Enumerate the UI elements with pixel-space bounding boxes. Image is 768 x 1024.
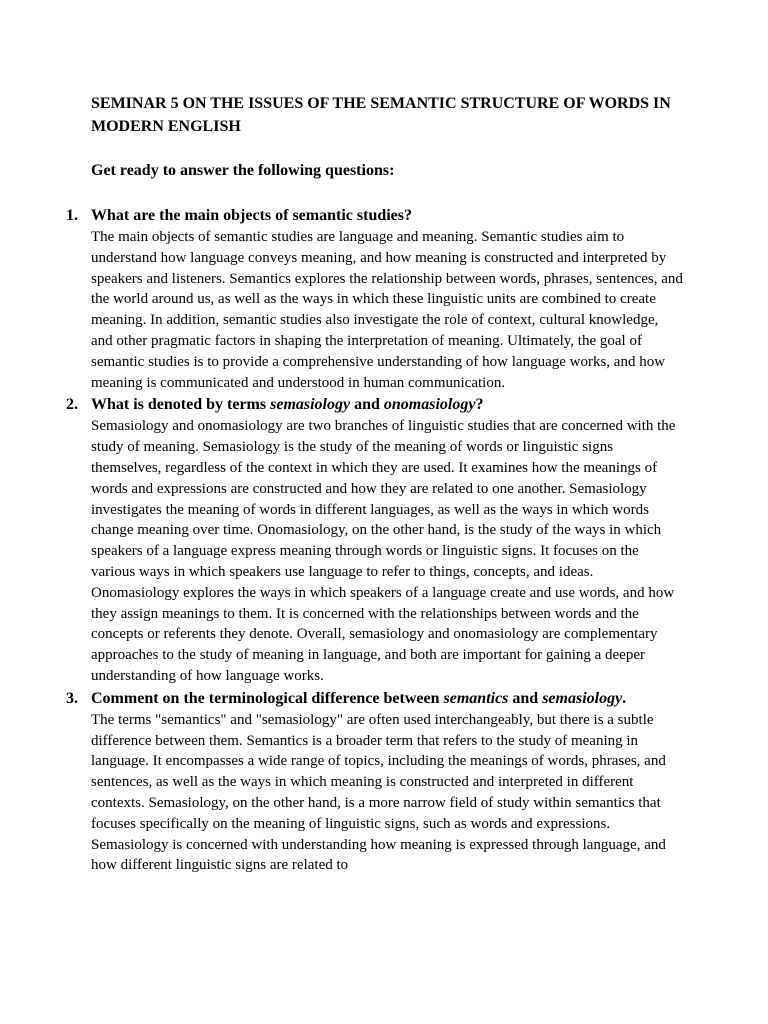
instructions-heading: Get ready to answer the following questions: <box>91 162 395 179</box>
term-semantics: semantics <box>443 689 509 707</box>
question-conjunction: and <box>508 689 543 707</box>
question-item-1 <box>66 204 683 393</box>
question-item-2 <box>66 393 683 686</box>
question-conjunction: and <box>350 396 384 414</box>
question-text <box>91 204 683 227</box>
question-label: What are the main objects of semantic studies? <box>91 207 413 224</box>
question-prefix: What is denoted by terms <box>91 396 271 414</box>
answer-text: The main objects of semantic studies are language and meaning. Semantic studies aim to understand how language conveys meaning, and how meaning is constructed and interpreted by speakers and listeners. Semantics explores the relationship between words, phrases, sentences, and the world around us, as well as the ways in which these linguistic units are combined to create meaning. In addition, semantic studies also investigate the role of context, cultural knowledge, and other pragmatic factors in shaping the interpretation of meaning. Ultimately, the goal of semantic studies is to provide a comprehensive understanding of how language works, and how meaning is communicated and understood in human communication. <box>91 229 683 391</box>
question-number: 3. <box>66 689 78 707</box>
question-list <box>66 204 683 876</box>
question-prefix: Comment on the terminological difference between <box>91 689 444 707</box>
term-semasiology: semasiology <box>542 689 623 707</box>
question-punctuation: . <box>622 689 627 707</box>
answer-text: The terms "semantics" and "semasiology" are often used interchangeably, but there is a subtle difference between them. Semantics is a broader term that refers to the study of meaning in language. It encompasses a wide range of topics, including the meanings of words, phrases, and sentences, as well as the ways in which meaning is constructed and interpreted in different contexts. Semasiology, on the other hand, is a more narrow field of study within semantics that focuses specifically on the meaning of linguistic signs, such as words and expressions. Semasiology is concerned with understanding how meaning is expressed through language, and how different linguistic signs are related to <box>91 711 666 874</box>
document-title: SEMINAR 5 ON THE ISSUES OF THE SEMANTIC STRUCTURE OF WORDS IN MODERN ENGLISH <box>91 95 671 135</box>
question-number: 2. <box>66 396 78 414</box>
question-number: 1. <box>66 207 78 224</box>
term-semasiology: semasiology <box>270 396 351 414</box>
question-item-3 <box>66 687 683 876</box>
answer-text: Semasiology and onomasiology are two branches of linguistic studies that are concerned with the study of meaning. Semasiology is the study of the meaning of words or linguistic signs themselves, regardless of the context in which they are used. It examines how the meanings of words and expressions are constructed and how they are related to one another. Semasiology investigates the meaning of words in different languages, as well as the ways in which words change meaning over time. Onomasiology, on the other hand, is the study of the ways in which speakers of a language express meaning through words or linguistic signs. It focuses on the various ways in which speakers use language to refer to things, concepts, and ideas. Onomasiology explores the ways in which speakers of a language create and use words, and how they assign meanings to them. It is concerned with the relationships between words and the concepts or referents they denote. Overall, semasiology and onomasiology are complementary approaches to the study of meaning in language, and both are important for gaining a deeper understanding of how language works. <box>91 418 676 684</box>
question-punctuation: ? <box>475 396 484 414</box>
question-text <box>91 687 683 710</box>
term-onomasiology: onomasiology <box>383 396 476 414</box>
question-text <box>91 393 683 416</box>
